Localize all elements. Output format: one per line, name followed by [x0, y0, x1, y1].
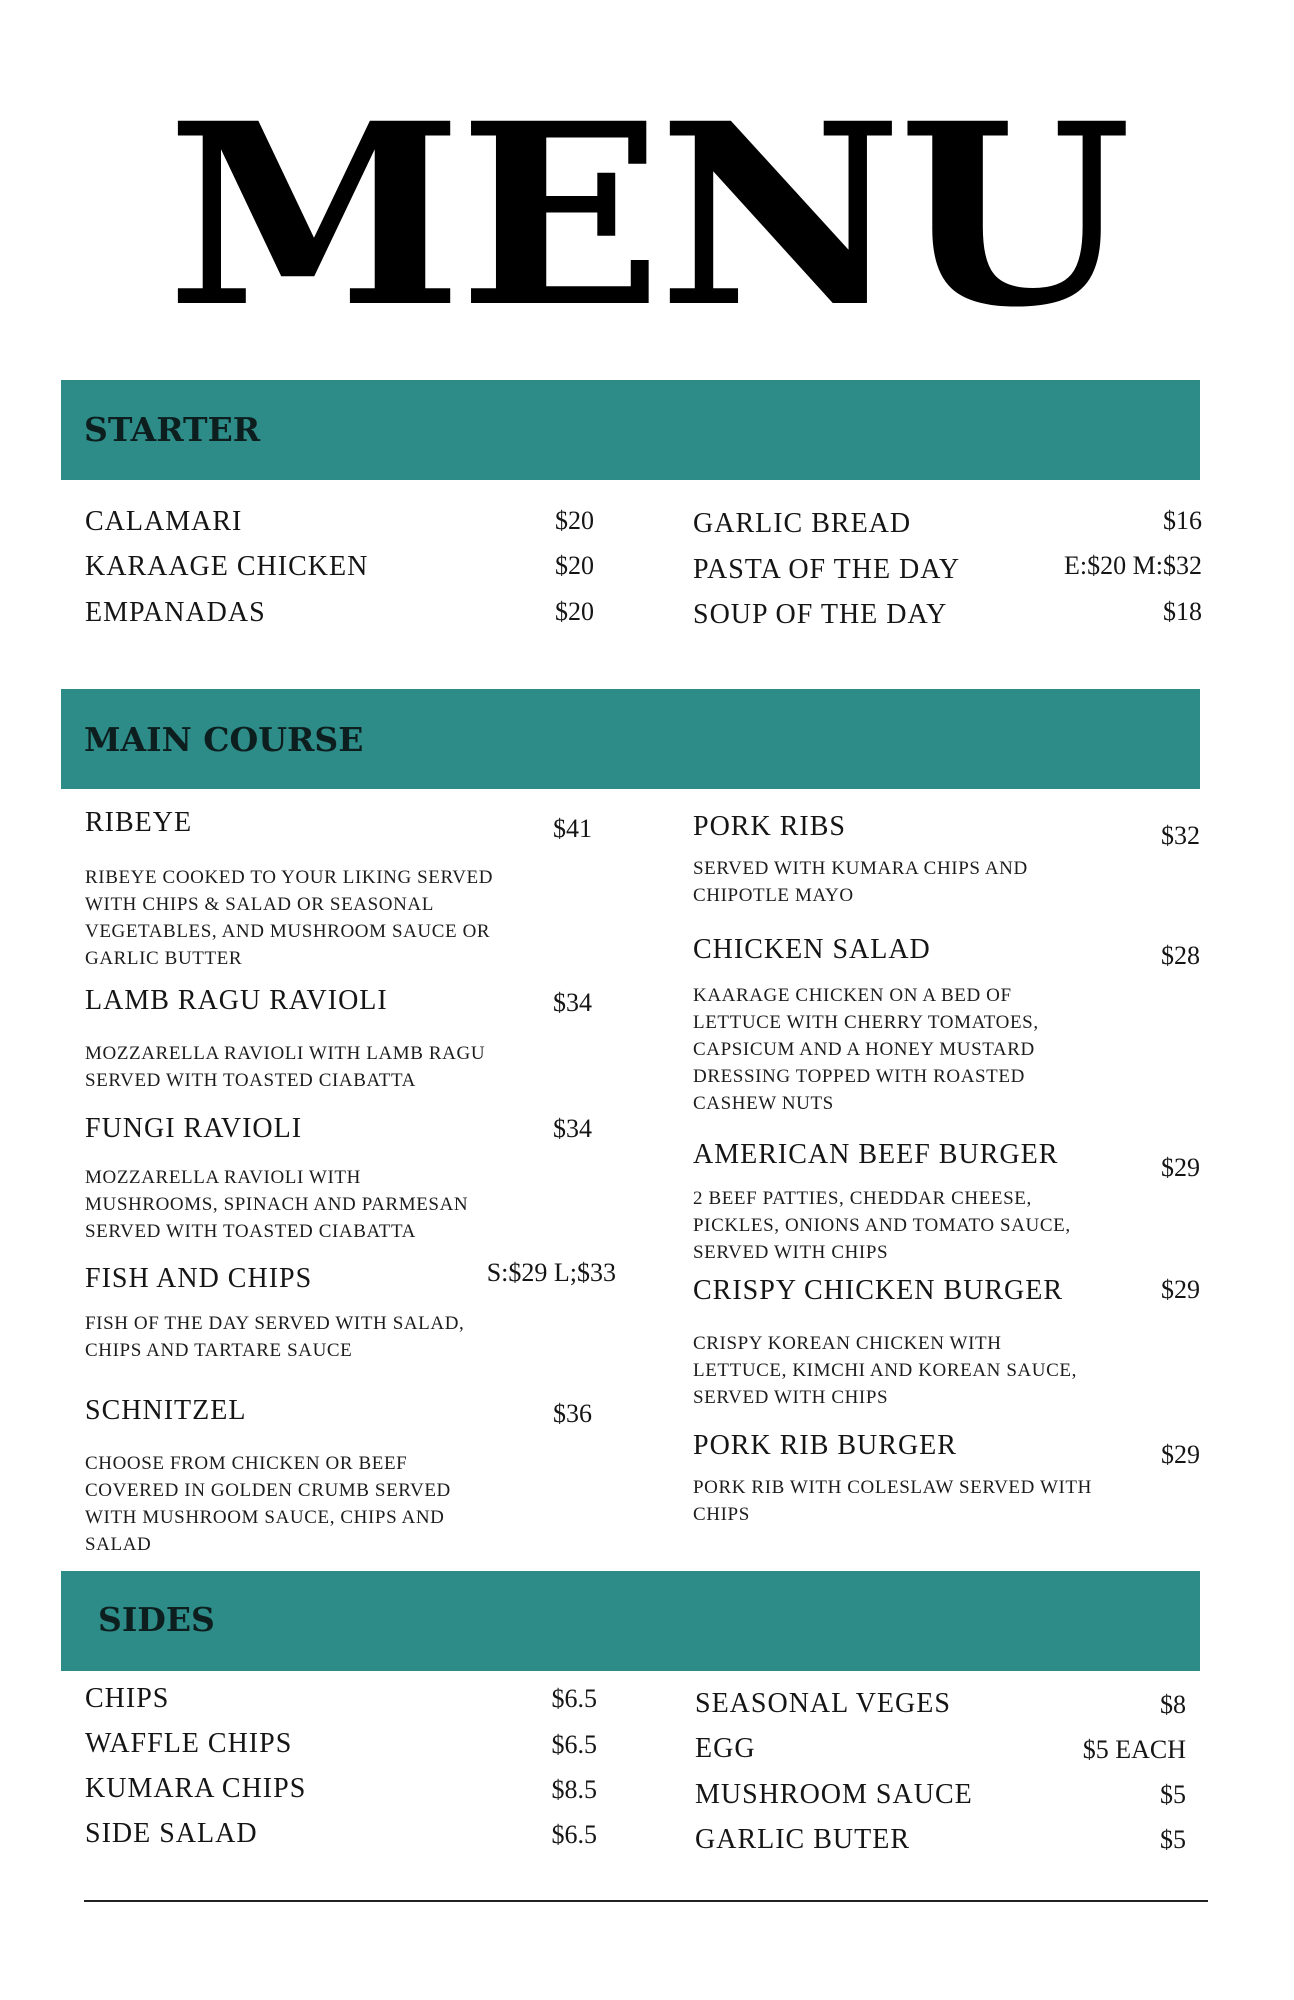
menu-item-description: LETTUCE, KIMCHI AND KOREAN SAUCE,	[693, 1360, 1077, 1381]
menu-item-price: $29	[1161, 1440, 1200, 1469]
menu-item-price: $36	[553, 1399, 592, 1428]
menu-item-price: $8.5	[551, 1775, 597, 1804]
menu-item-description: KAARAGE CHICKEN ON A BED OF	[693, 985, 1012, 1006]
menu-item-name: FUNGI RAVIOLI	[85, 1113, 303, 1144]
menu-item-description: LETTUCE WITH CHERRY TOMATOES,	[693, 1012, 1039, 1033]
menu-item-description: PICKLES, ONIONS AND TOMATO SAUCE,	[693, 1215, 1071, 1236]
menu-item-description: CASHEW NUTS	[693, 1093, 834, 1114]
menu-item-price: $6.5	[551, 1730, 597, 1759]
menu-item-description: CHIPS	[693, 1504, 750, 1525]
menu-item-price: $16	[1163, 506, 1202, 535]
menu-item-description: PORK RIB WITH COLESLAW SERVED WITH	[693, 1477, 1092, 1498]
section-band-main-course	[61, 689, 1200, 789]
menu-item-description: SERVED WITH TOASTED CIABATTA	[85, 1070, 416, 1091]
menu-item-name: PASTA OF THE DAY	[693, 554, 961, 585]
menu-item-price: $8	[1160, 1690, 1186, 1719]
menu-item-price: $32	[1161, 821, 1200, 850]
footer-divider	[84, 1900, 1208, 1902]
menu-item-description: MUSHROOMS, SPINACH AND PARMESAN	[85, 1194, 469, 1215]
menu-item-price: S:$29 L;$33	[486, 1258, 616, 1287]
menu-item-price: $34	[553, 988, 592, 1017]
menu-item-name: EMPANADAS	[85, 597, 266, 628]
menu-item-description: FISH OF THE DAY SERVED WITH SALAD,	[85, 1313, 465, 1334]
menu-item-price: $20	[555, 597, 594, 626]
menu-item-description: WITH MUSHROOM SAUCE, CHIPS AND	[85, 1507, 445, 1528]
menu-item-price: $29	[1161, 1153, 1200, 1182]
menu-item-description: RIBEYE COOKED TO YOUR LIKING SERVED	[85, 867, 494, 888]
menu-item-name: FISH AND CHIPS	[85, 1263, 313, 1294]
menu-item-name: SCHNITZEL	[85, 1395, 247, 1426]
menu-item-description: 2 BEEF PATTIES, CHEDDAR CHEESE,	[693, 1188, 1032, 1209]
menu-item-name: RIBEYE	[85, 807, 193, 838]
menu-title: MENU	[166, 68, 1128, 362]
menu-item-description: SALAD	[85, 1534, 152, 1555]
section-band-sides	[61, 1571, 1200, 1671]
menu-item-name: MUSHROOM SAUCE	[695, 1779, 973, 1810]
menu-item-name: LAMB RAGU RAVIOLI	[85, 985, 388, 1016]
menu-item-description: CAPSICUM AND A HONEY MUSTARD	[693, 1039, 1035, 1060]
menu-item-description: COVERED IN GOLDEN CRUMB SERVED	[85, 1480, 451, 1501]
menu-item-price: $5	[1160, 1780, 1186, 1809]
menu-item-price: $5	[1160, 1825, 1186, 1854]
menu-item-name: CHIPS	[85, 1683, 170, 1714]
menu-item-price: $34	[553, 1114, 592, 1143]
menu-item-description: GARLIC BUTTER	[85, 948, 243, 969]
menu-item-name: PORK RIBS	[693, 811, 846, 842]
menu-item-name: SIDE SALAD	[85, 1818, 258, 1849]
menu-item-description: SERVED WITH KUMARA CHIPS AND	[693, 858, 1028, 879]
menu-item-price: $20	[555, 551, 594, 580]
menu-item-name: GARLIC BUTER	[695, 1824, 910, 1855]
menu-item-price: $41	[553, 814, 592, 843]
menu-item-description: MOZZARELLA RAVIOLI WITH LAMB RAGU	[85, 1043, 486, 1064]
menu-item-description: WITH CHIPS & SALAD OR SEASONAL	[85, 894, 434, 915]
menu-item-price: $6.5	[551, 1820, 597, 1849]
menu-item-price: $5 EACH	[1082, 1735, 1186, 1764]
section-band-starter	[61, 380, 1200, 480]
section-title-main-course: MAIN COURSE	[84, 720, 364, 759]
menu-item-price: $28	[1161, 941, 1200, 970]
menu-item-price: $20	[555, 506, 594, 535]
menu-item-description: DRESSING TOPPED WITH ROASTED	[693, 1066, 1025, 1087]
menu-item-name: KARAAGE CHICKEN	[85, 551, 369, 582]
menu-item-name: SOUP OF THE DAY	[693, 599, 948, 630]
menu-item-name: AMERICAN BEEF BURGER	[693, 1139, 1059, 1170]
menu-item-name: WAFFLE CHIPS	[85, 1728, 293, 1759]
menu-item-description: CHOOSE FROM CHICKEN OR BEEF	[85, 1453, 408, 1474]
menu-item-description: CHIPOTLE MAYO	[693, 885, 854, 906]
section-title-starter: STARTER	[84, 410, 261, 449]
menu-item-description: CRISPY KOREAN CHICKEN WITH	[693, 1333, 1002, 1354]
menu-item-name: GARLIC BREAD	[693, 508, 912, 539]
menu-item-price: E:$20 M:$32	[1064, 551, 1202, 580]
menu-item-description: SERVED WITH CHIPS	[693, 1242, 889, 1263]
menu-item-name: CRISPY CHICKEN BURGER	[693, 1275, 1064, 1306]
menu-item-name: EGG	[695, 1733, 756, 1764]
section-title-sides: SIDES	[98, 1600, 215, 1639]
menu-item-name: KUMARA CHIPS	[85, 1773, 307, 1804]
menu-item-price: $18	[1163, 597, 1202, 626]
menu-item-price: $29	[1161, 1275, 1200, 1304]
menu-item-name: PORK RIB BURGER	[693, 1430, 957, 1461]
menu-item-name: CHICKEN SALAD	[693, 934, 931, 965]
menu-item-description: SERVED WITH TOASTED CIABATTA	[85, 1221, 416, 1242]
menu-item-description: MOZZARELLA RAVIOLI WITH	[85, 1167, 361, 1188]
menu-item-name: CALAMARI	[85, 506, 243, 537]
menu-item-price: $6.5	[551, 1684, 597, 1713]
menu-item-name: SEASONAL VEGES	[695, 1688, 951, 1719]
menu-item-description: VEGETABLES, AND MUSHROOM SAUCE OR	[85, 921, 491, 942]
menu-item-description: CHIPS AND TARTARE SAUCE	[85, 1340, 353, 1361]
menu-item-description: SERVED WITH CHIPS	[693, 1387, 889, 1408]
